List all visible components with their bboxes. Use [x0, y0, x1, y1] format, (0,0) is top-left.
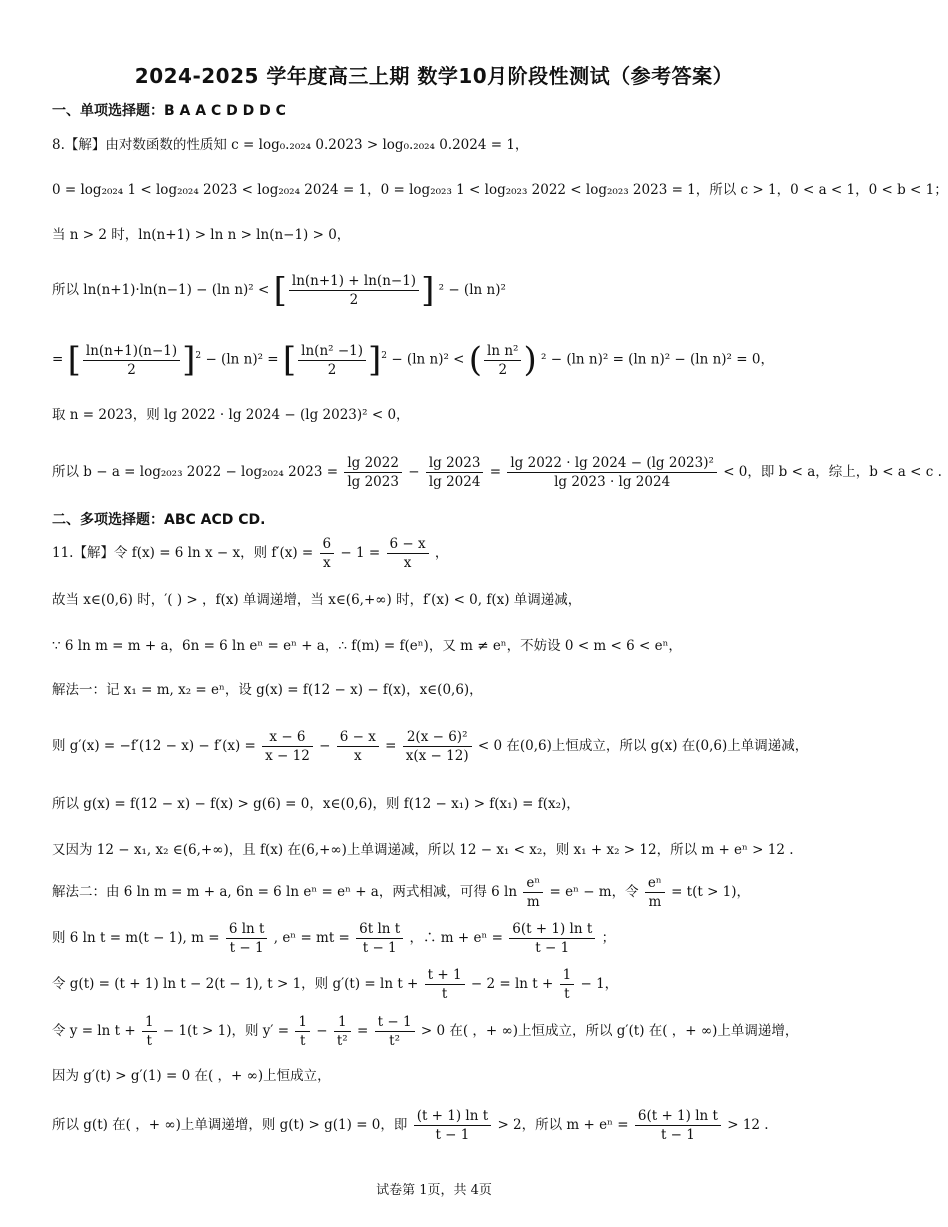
page-title: 2024-2025 学年度高三上期 数学10月阶段性测试（参考答案）: [134, 64, 734, 88]
q11-l11-pre: 令 y = ln t +: [52, 1023, 136, 1039]
q11-l9-fraction-2: [356, 921, 403, 956]
q8-l5-fraction-a: [83, 343, 180, 378]
numerator: ln(n+1) + ln(n−1): [289, 273, 419, 291]
q8-l5-fraction-b: [298, 343, 366, 378]
q11-line-10: [52, 964, 828, 1004]
denominator: x − 12: [265, 748, 310, 764]
numerator: ln(n² −1): [298, 343, 366, 361]
numerator: 6 − x: [337, 729, 379, 747]
q11-l5-fraction-1: [262, 729, 313, 764]
section-multi-choice: 二、多项选择题：ABC ACD CD.: [52, 512, 266, 528]
q11-line-1: [52, 533, 828, 573]
q11-l10-fraction-1: [425, 967, 465, 1002]
denominator: lg 2024: [428, 474, 481, 490]
numerator: 6t ln t: [356, 921, 403, 939]
section-single-choice: 一、单项选择题：B A A C D D D C: [52, 103, 286, 119]
q11-line-4: 解法一：记 x₁ = m, x₂ = eⁿ，设 g(x) = f(12 − x) − f(x)，x∈(0,6)，: [52, 682, 483, 698]
q11-l13-pre: 所以 g(t) 在( ，+ ∞)上单调递增，则 g(t) > g(1) = 0，即: [52, 1117, 408, 1133]
numerator: 2(x − 6)²: [403, 729, 472, 747]
page-footer: 试卷第 1页，共 4页: [376, 1183, 492, 1198]
q11-l10-mid: − 2 = ln t +: [470, 976, 554, 992]
q8-l7-fraction-2: [426, 455, 484, 490]
q11-l1-fraction-1: [320, 536, 335, 571]
denominator: t²: [336, 1033, 348, 1049]
numerator: eⁿ: [523, 875, 543, 893]
denominator: 2: [327, 361, 337, 378]
denominator: t: [146, 1033, 152, 1049]
q8-l7-fraction-3: [507, 455, 717, 490]
q11-l5-fraction-3: [403, 729, 472, 764]
denominator: x(x − 12): [405, 748, 469, 764]
denominator: t − 1: [535, 940, 570, 956]
denominator: t: [564, 986, 570, 1002]
q8-l4-pre: 所以 ln(n+1)·ln(n−1) − (ln n)² <: [52, 282, 270, 298]
q11-l11-fraction-1: [142, 1014, 157, 1049]
q11-l11-mid3: =: [357, 1023, 369, 1039]
numerator: 1: [560, 967, 575, 985]
q11-l9-post: ；: [601, 930, 616, 946]
exponent: 2: [195, 351, 202, 361]
q11-l1-pre: 11.【解】令 f(x) = 6 ln x − x，则 f′(x) =: [52, 545, 314, 561]
q8-l7-post: < 0，即 b < a，综上，b < a < c .: [723, 464, 942, 480]
q11-l9-mid: , eⁿ = mt =: [273, 930, 350, 946]
q8-line-5: [52, 336, 828, 380]
numerator: t + 1: [425, 967, 465, 985]
q11-line-11: [52, 1011, 828, 1051]
q11-l11-post: > 0 在( ，+ ∞)上恒成立，所以 g′(t) 在( ，+ ∞)上单调递增，: [420, 1023, 799, 1039]
numerator: (t + 1) ln t: [414, 1108, 491, 1126]
denominator: m: [648, 894, 662, 910]
exponent: 2: [381, 351, 388, 361]
q8-l7-fraction-1: [344, 455, 402, 490]
right-bracket: ]: [182, 340, 196, 380]
minus-ln-sq: − (ln n)² =: [205, 351, 279, 368]
numerator: ln(n+1)(n−1): [83, 343, 180, 361]
minus-sign: −: [408, 464, 420, 480]
numerator: 1: [142, 1014, 157, 1032]
q8-line-2: 0 = log₂₀₂₄ 1 < log₂₀₂₄ 2023 < log₂₀₂₄ 2024 = 1，0 = log₂₀₂₃ 1 < log₂₀₂₃ 2022 < log₂₀₂₃ 2023 = 1，所以 c > 1，0 < a < 1，0 < b < 1；: [52, 182, 948, 198]
q11-l8-fraction-1: [523, 875, 543, 910]
q11-l9-fraction-3: [509, 921, 595, 956]
denominator: t − 1: [660, 1127, 695, 1143]
q11-l11-fraction-4: [375, 1014, 415, 1049]
numerator: 6(t + 1) ln t: [635, 1108, 721, 1126]
denominator: 2: [349, 292, 359, 308]
q11-line-9: [52, 918, 828, 958]
numerator: t − 1: [375, 1014, 415, 1032]
numerator: lg 2022: [344, 455, 402, 473]
numerator: 6(t + 1) ln t: [509, 921, 595, 939]
q11-l8-fraction-2: [645, 875, 665, 910]
right-bracket: ]: [421, 270, 435, 311]
q8-l4-fraction: [289, 273, 419, 308]
denominator: t − 1: [362, 940, 397, 956]
q8-l7-pre: 所以 b − a = log₂₀₂₃ 2022 − log₂₀₂₄ 2023 =: [52, 464, 339, 480]
equals-sign: =: [385, 738, 397, 754]
q8-line-4: [52, 270, 828, 310]
q11-line-2: 故当 x∈(0,6) 时，′( ) > ，f(x) 单调递增，当 x∈(6,+∞) 时，f′(x) < 0, f(x) 单调递减，: [52, 592, 582, 608]
q11-l9-mid2: ，∴ m + eⁿ =: [409, 930, 503, 946]
q11-l1-mid: − 1 =: [340, 545, 381, 561]
q8-l5-fraction-c: [484, 343, 521, 378]
q11-l10-fraction-2: [560, 967, 575, 1002]
denominator: x: [403, 555, 412, 571]
denominator: x: [353, 748, 362, 764]
q11-line-8: [52, 872, 828, 912]
q11-l1-fraction-2: [387, 536, 429, 571]
left-paren: (: [468, 340, 483, 380]
numerator: x − 6: [262, 729, 313, 747]
minus-sign: −: [319, 738, 331, 754]
q11-l13-fraction-2: [635, 1108, 721, 1143]
right-bracket: ]: [368, 340, 382, 380]
q8-line-3: 当 n > 2 时，ln(n+1) > ln n > ln(n−1) > 0，: [52, 227, 351, 243]
numerator: ln n²: [484, 343, 521, 361]
q8-l4-post: ² − (ln n)²: [438, 282, 506, 298]
q11-l11-mid: − 1(t > 1)，则 y′ =: [162, 1023, 290, 1039]
q11-l1-post: ，: [434, 545, 449, 561]
q11-line-12: 因为 g′(t) > g′(1) = 0 在( ，+ ∞)上恒成立，: [52, 1068, 331, 1084]
q11-l11-mid2: −: [316, 1023, 328, 1039]
q8-l5-post: ² − (ln n)² = (ln n)² − (ln n)² = 0，: [541, 351, 774, 368]
numerator: 6 − x: [387, 536, 429, 554]
equals-sign: =: [52, 351, 64, 368]
q11-line-5: [52, 726, 828, 766]
q11-l10-pre: 令 g(t) = (t + 1) ln t − 2(t − 1), t > 1，则 g′(t) = ln t +: [52, 976, 419, 992]
left-bracket: [: [67, 340, 81, 380]
denominator: t: [299, 1033, 306, 1049]
q11-l9-fraction-1: [226, 921, 268, 956]
left-bracket: [: [273, 270, 287, 311]
left-bracket: [: [282, 340, 297, 380]
denominator: lg 2023: [347, 474, 399, 490]
q11-l9-pre: 则 6 ln t = m(t − 1), m =: [52, 930, 220, 946]
q11-l11-fraction-3: [334, 1014, 351, 1049]
denominator: t²: [389, 1033, 400, 1049]
q11-l5-post: < 0 在(0,6)上恒成立，所以 g(x) 在(0,6)上单调递减，: [477, 738, 809, 754]
q11-l8-post: = t(t > 1)，: [671, 884, 751, 900]
minus-ln-sq-2: − (ln n)² <: [391, 351, 465, 368]
denominator: t − 1: [435, 1127, 470, 1143]
q11-l13-post: > 12 .: [727, 1117, 769, 1133]
q11-l11-fraction-2: [295, 1014, 310, 1049]
q8-line-6: 取 n = 2023，则 lg 2022 · lg 2024 − (lg 2023)² < 0，: [52, 407, 410, 423]
denominator: t − 1: [229, 940, 264, 956]
numerator: 1: [295, 1014, 310, 1032]
q11-l13-mid: > 2，所以 m + eⁿ =: [497, 1117, 629, 1133]
q11-l13-fraction-1: [414, 1108, 491, 1143]
denominator: x: [323, 555, 331, 571]
q11-l5-fraction-2: [337, 729, 379, 764]
numerator: 1: [334, 1014, 351, 1032]
denominator: 2: [498, 361, 508, 378]
q11-l5-pre: 则 g′(x) = −f′(12 − x) − f′(x) =: [52, 738, 256, 754]
numerator: 6: [320, 536, 335, 554]
q11-line-3: ∵ 6 ln m = m + a，6n = 6 ln eⁿ = eⁿ + a，∴ f(m) = f(eⁿ)，又 m ≠ eⁿ，不妨设 0 < m < 6 < eⁿ，: [52, 638, 682, 654]
q11-line-13: [52, 1105, 828, 1145]
q11-l10-post: − 1，: [580, 976, 619, 992]
q11-line-7: 又因为 12 − x₁, x₂ ∈(6,+∞)，且 f(x) 在(6,+∞)上单调递减，所以 12 − x₁ < x₂，则 x₁ + x₂ > 12，所以 m + eⁿ > 12 .: [52, 842, 794, 858]
q8-line-1: 8.【解】由对数函数的性质知 c = log₀.₂₀₂₄ 0.2023 > log₀.₂₀₂₄ 0.2024 = 1，: [52, 137, 529, 153]
numerator: lg 2023: [426, 455, 484, 473]
q8-line-7: [52, 452, 942, 492]
denominator: 2: [127, 361, 136, 378]
right-paren: ): [523, 340, 537, 380]
q11-l8-pre: 解法二：由 6 ln m = m + a, 6n = 6 ln eⁿ = eⁿ + a，两式相减，可得 6 ln: [52, 884, 518, 900]
numerator: eⁿ: [645, 875, 665, 893]
q11-l8-mid: = eⁿ − m，令: [549, 884, 639, 900]
equals-sign: =: [489, 464, 502, 480]
numerator: 6 ln t: [226, 921, 268, 939]
q11-line-6: 所以 g(x) = f(12 − x) − f(x) > g(6) = 0，x∈(0,6)，则 f(12 − x₁) > f(x₁) = f(x₂)，: [52, 796, 580, 812]
denominator: m: [526, 894, 540, 910]
numerator: lg 2022 · lg 2024 − (lg 2023)²: [507, 455, 717, 473]
denominator: t: [441, 986, 448, 1002]
denominator: lg 2023 · lg 2024: [554, 474, 671, 490]
